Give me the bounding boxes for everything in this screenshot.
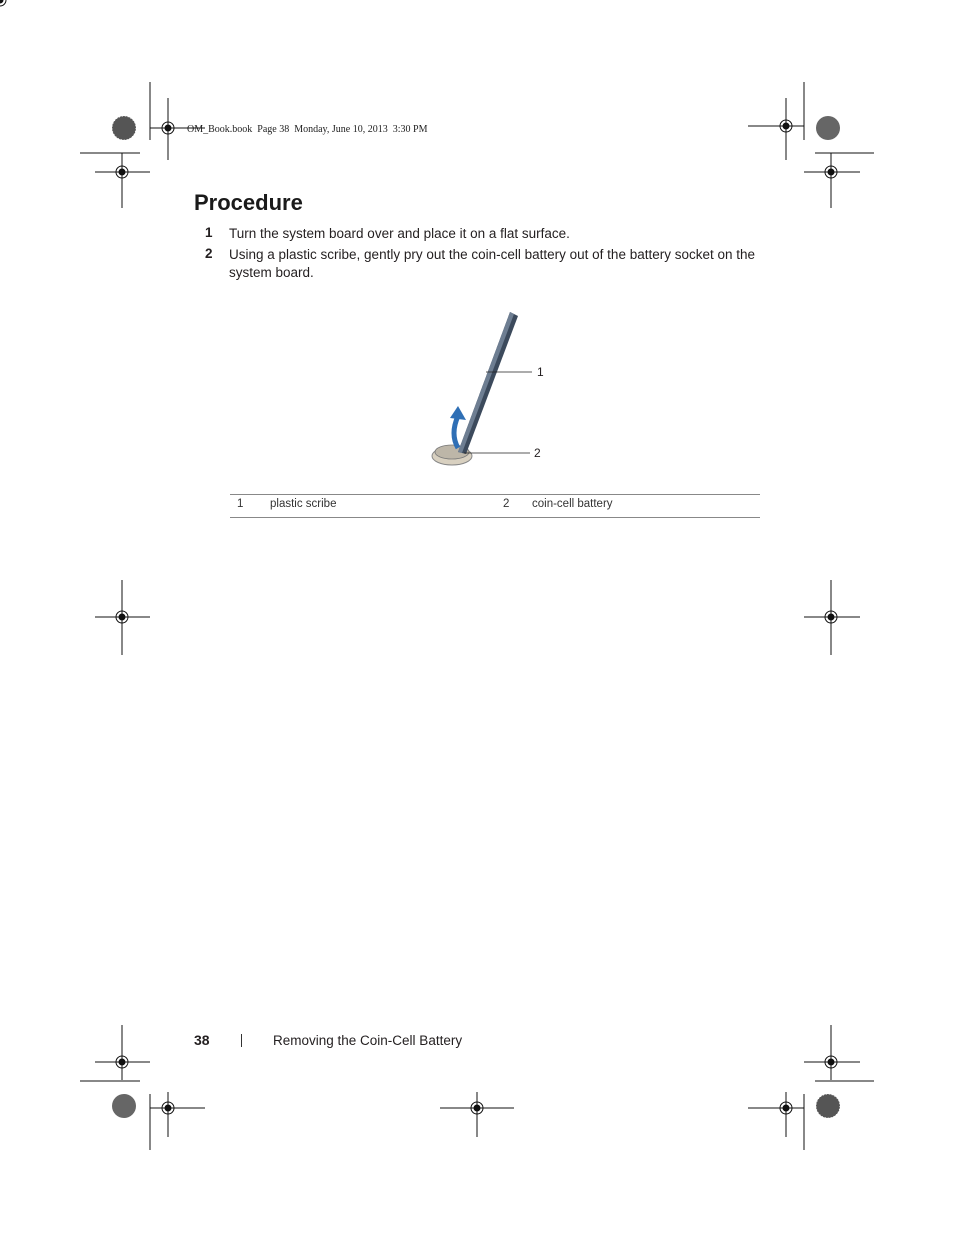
section-title: Procedure bbox=[194, 190, 303, 215]
footer-divider bbox=[241, 1034, 242, 1047]
legend-label-2: coin-cell battery bbox=[532, 498, 613, 510]
print-header-stamp: OM_Book.book Page 38 Monday, June 10, 2013 3:30 PM bbox=[187, 124, 428, 135]
step-number-2: 2 bbox=[205, 246, 213, 261]
callout-legend-table bbox=[230, 494, 760, 518]
legend-label-1: plastic scribe bbox=[270, 498, 337, 510]
step-number-1: 1 bbox=[205, 225, 213, 240]
callout-1: 1 bbox=[537, 365, 544, 379]
step-text-1: Turn the system board over and place it on a flat surface. bbox=[229, 226, 570, 241]
step-text-2: Using a plastic scribe, gently pry out the coin-cell battery out of the battery socket on the system board. bbox=[229, 247, 756, 280]
page-number: 38 bbox=[194, 1032, 210, 1048]
legend-number-2: 2 bbox=[503, 498, 510, 510]
callout-2: 2 bbox=[534, 446, 541, 460]
legend-number-1: 1 bbox=[237, 498, 244, 510]
chapter-title: Removing the Coin-Cell Battery bbox=[273, 1033, 463, 1048]
